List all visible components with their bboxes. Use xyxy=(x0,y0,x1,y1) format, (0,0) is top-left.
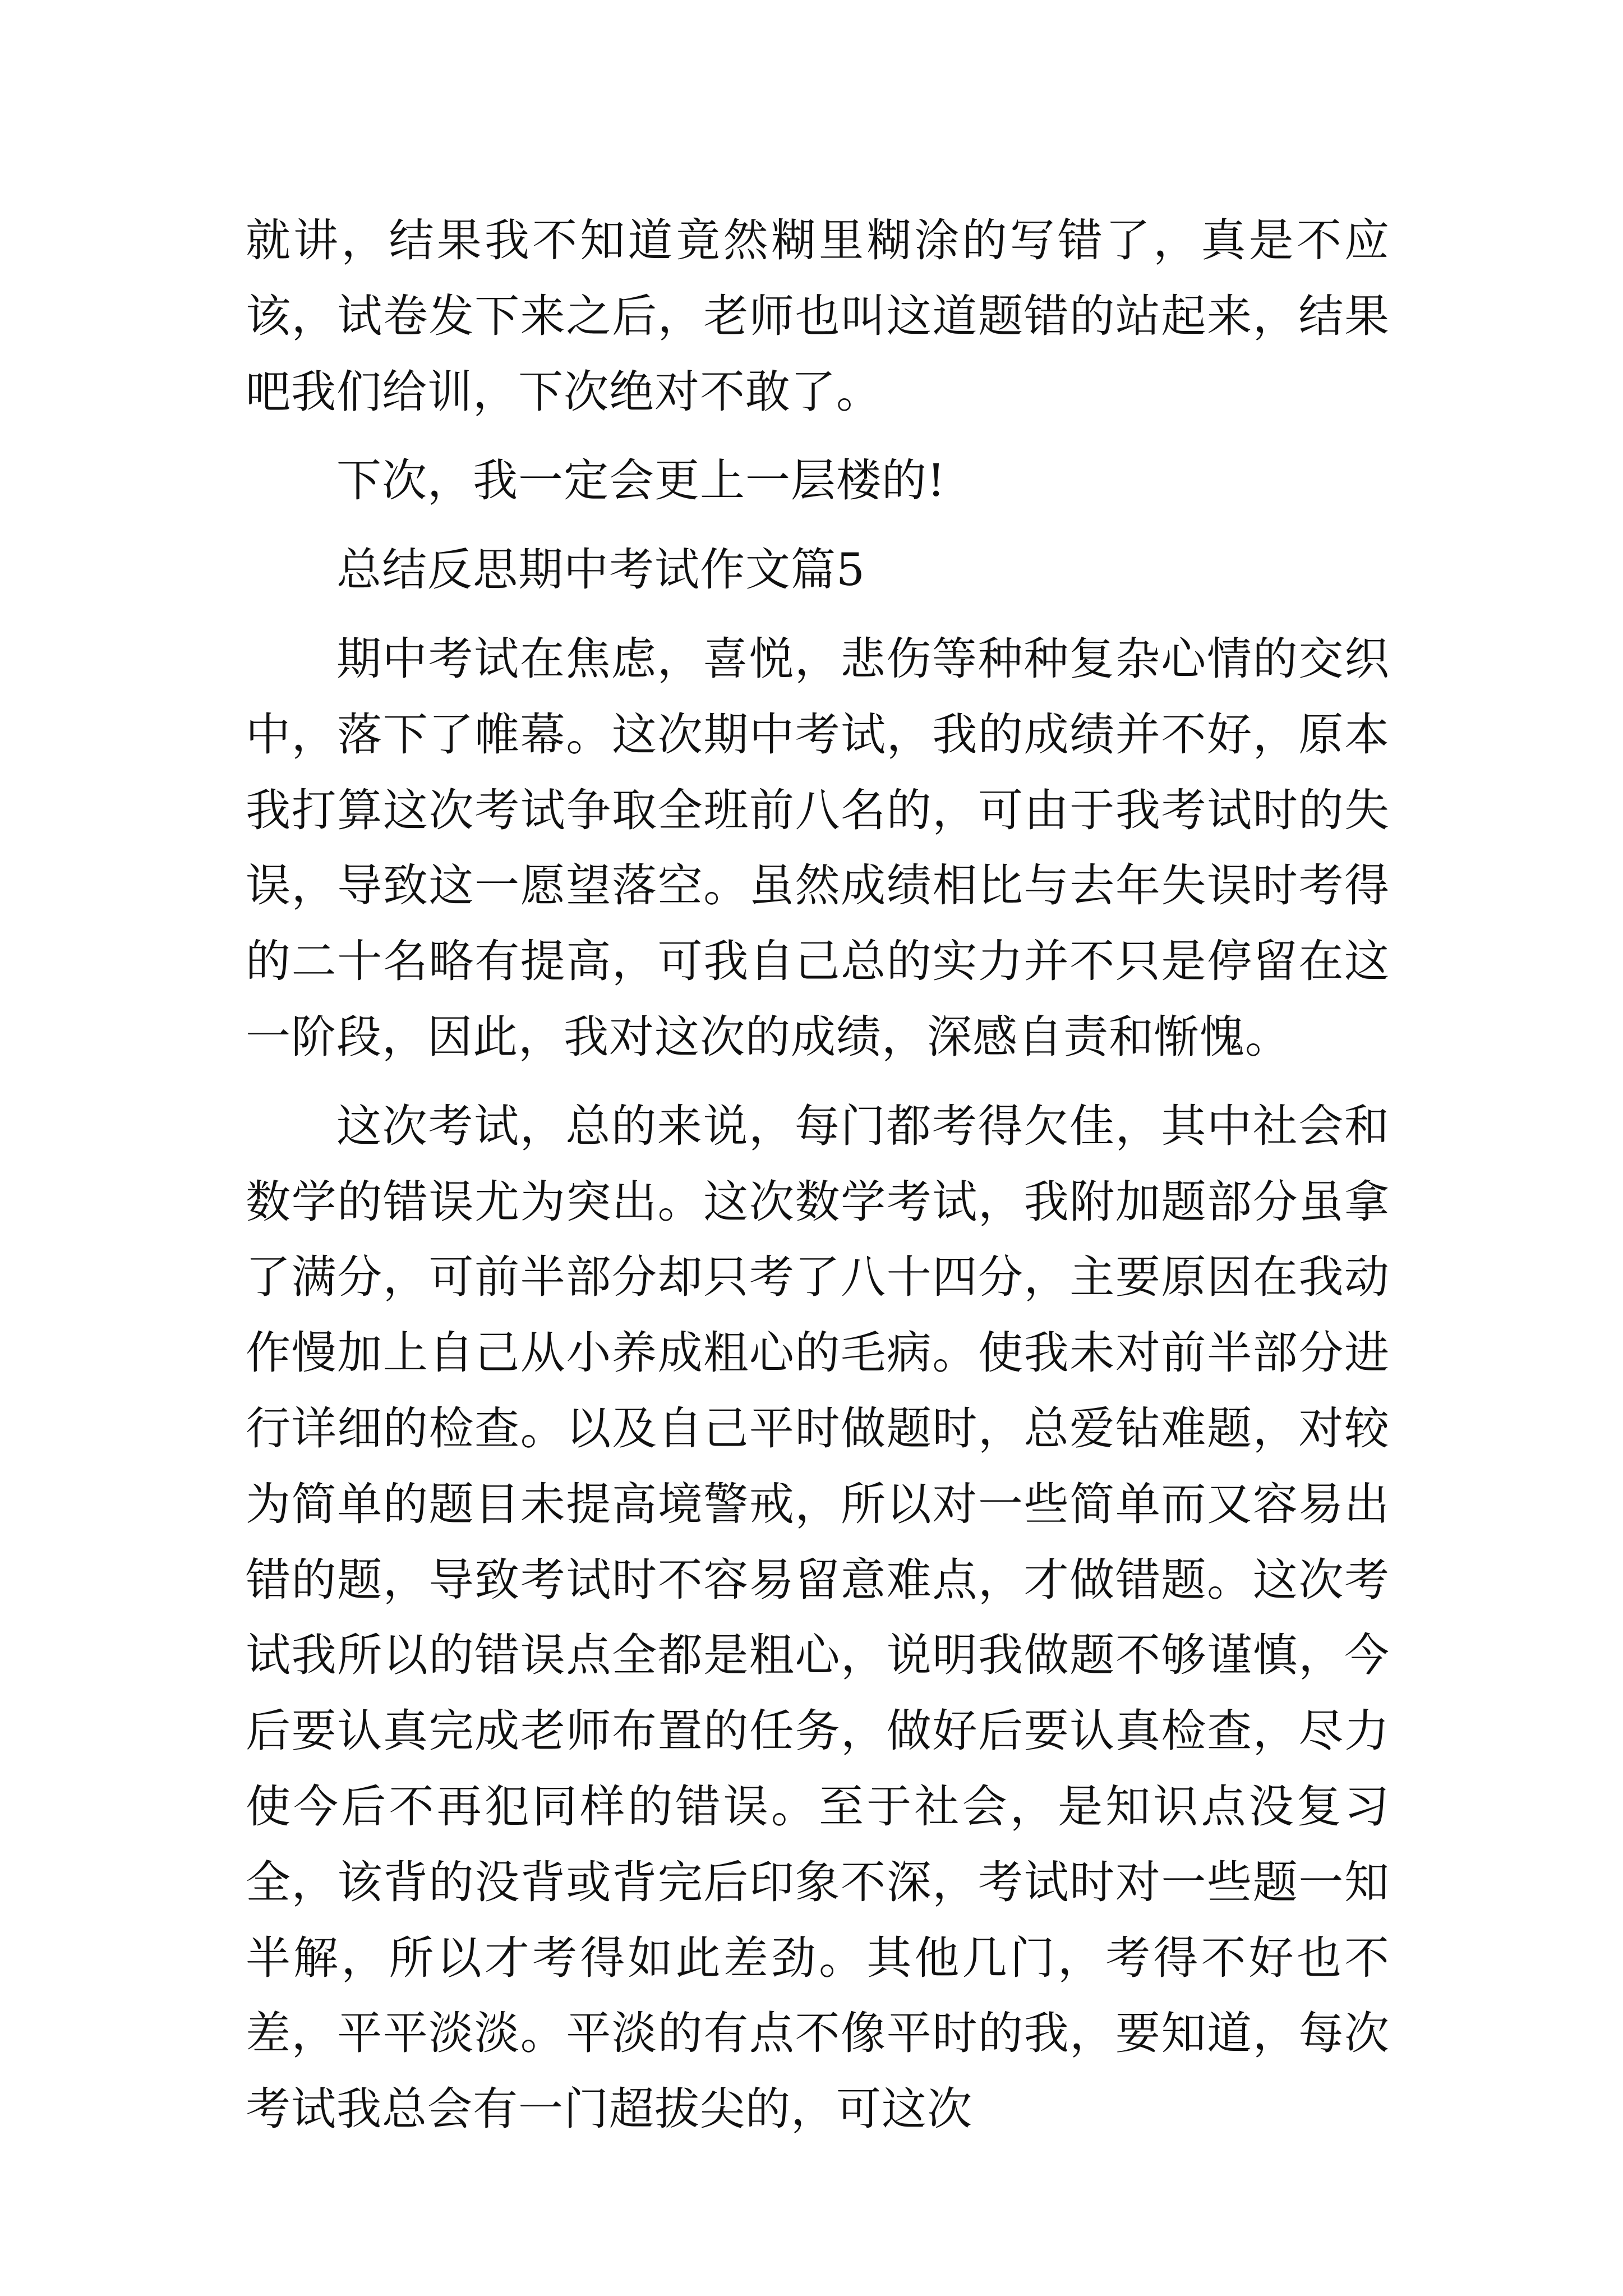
section-heading: 总结反思期中考试作文篇5 xyxy=(336,544,865,596)
paragraph-resolution: 下次，我一定会更上一层楼的! xyxy=(336,454,946,507)
paragraph-intro: 期中考试在焦虑，喜悦，悲伤等种种复杂心情的交织中，落下了帷幕。这次期中考试，我的成绩并不好，原本我打算这次考试争取全班前八名的，可由于我考试时的失误，导致这一愿望落空。虽然成绩相比与去年失误时考得的二十名略有提高，可我自己总的实力并不只是停留在这一阶段，因此，我对这次的成绩，深感自责和惭愧。 xyxy=(246,632,1390,1063)
paragraph-analysis: 这次考试，总的来说，每门都考得欠佳，其中社会和数学的错误尤为突出。这次数学考试，我附加题部分虽拿了满分，可前半部分却只考了八十四分，主要原因在我动作慢加上自己从小养成粗心的毛病。使我未对前半部分进行详细的检查。以及自己平时做题时，总爱钻难题，对较为简单的题目未提高境警戒，所以对一些简单而又容易出错的题，导致考试时不容易留意难点，才做错题。这次考试我所以的错误点全都是粗心，说明我做题不够谨慎，今后要认真完成老师布置的任务，做好后要认真检查，尽力使今后不再犯同样的错误。至于社会，是知识点没复习全，该背的没背或背完后印象不深，考试时对一些题一知半解，所以才考得如此差劲。其他几门，考得不好也不差，平平淡淡。平淡的有点不像平时的我，要知道，每次考试我总会有一门超拔尖的，可这次 xyxy=(246,1099,1390,2136)
document-body xyxy=(246,203,1390,2147)
paragraph-continued: 就讲，结果我不知道竟然糊里糊涂的写错了，真是不应该，试卷发下来之后，老师也叫这道题错的站起来，结果吧我们给训，下次绝对不敢了。 xyxy=(246,214,1390,418)
